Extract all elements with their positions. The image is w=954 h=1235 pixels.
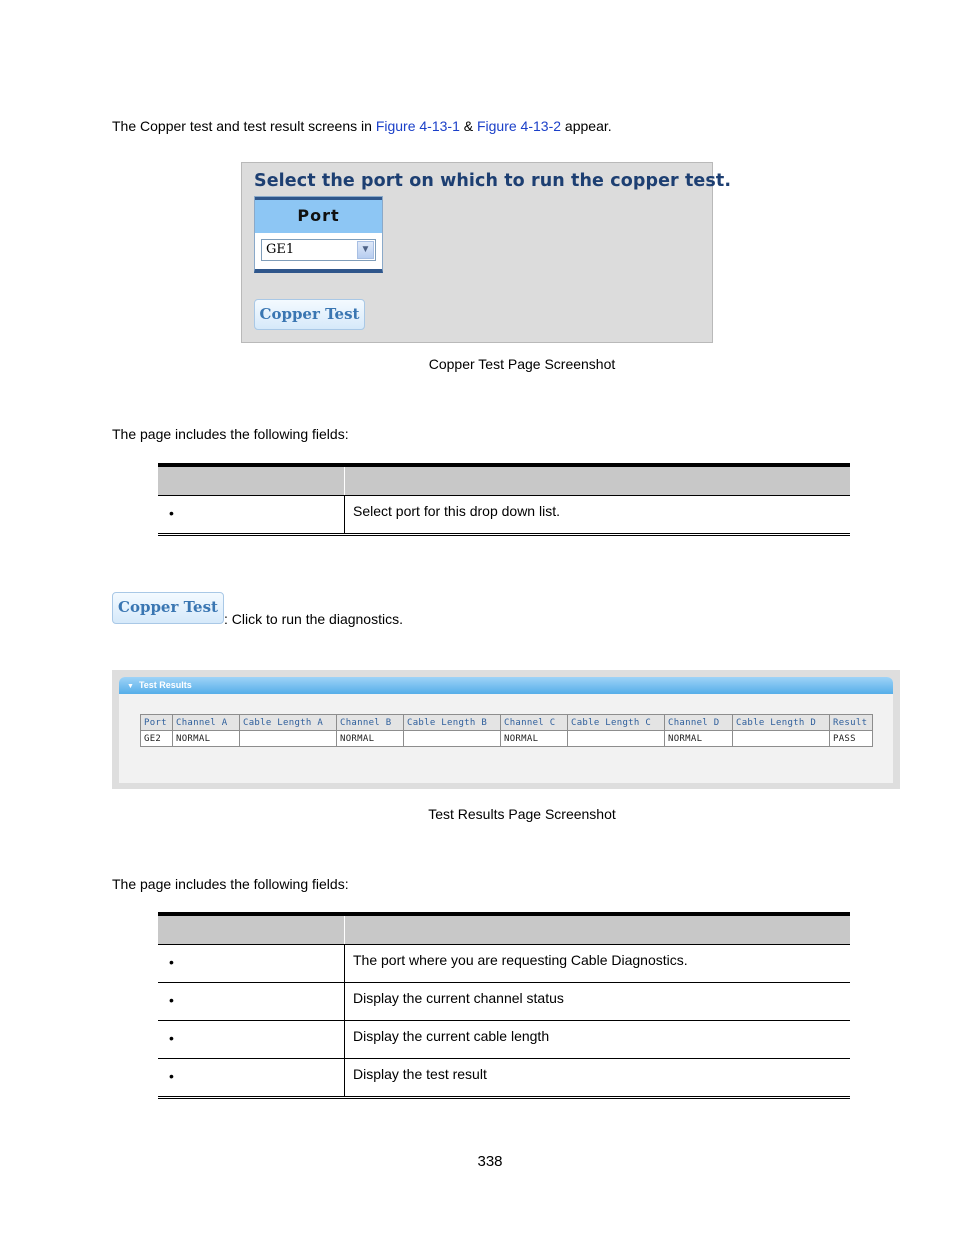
- header-result: Result: [830, 715, 873, 731]
- field-description: Display the test result: [353, 1066, 487, 1082]
- intro-paragraph: [112, 117, 612, 135]
- test-results-panel: [119, 677, 893, 783]
- port-box: [254, 196, 383, 273]
- copper-test-button-example[interactable]: Copper Test: [112, 592, 224, 624]
- intro-prefix: The Copper test and test result screens in: [112, 118, 376, 134]
- copper-test-title: Select the port on which to run the copper test.: [254, 171, 732, 191]
- triangle-down-icon: ▼: [127, 683, 134, 690]
- intro-amp: &: [459, 118, 477, 134]
- header-cable-length-a: Cable Length A: [240, 715, 337, 731]
- field-description: The port where you are requesting Cable Diagnostics.: [353, 952, 688, 968]
- test-results-table: [140, 714, 873, 747]
- intro-suffix: appear.: [561, 118, 612, 134]
- header-channel-d: Channel D: [665, 715, 733, 731]
- bullet-icon: •: [169, 1030, 174, 1046]
- bullet-icon: •: [169, 505, 174, 521]
- header-port: Port: [141, 715, 173, 731]
- port-header: Port: [255, 197, 382, 233]
- copper-test-note: : Click to run the diagnostics.: [224, 611, 403, 627]
- test-results-header[interactable]: [119, 677, 893, 694]
- field-description: Display the current channel status: [353, 990, 564, 1006]
- field-description: Display the current cable length: [353, 1028, 550, 1044]
- bullet-icon: •: [169, 1068, 174, 1084]
- table-row: [158, 944, 850, 982]
- table-header: [158, 915, 850, 944]
- header-channel-c: Channel C: [501, 715, 568, 731]
- port-select[interactable]: [261, 239, 376, 261]
- cell-channel-c: NORMAL: [501, 731, 568, 747]
- cell-port: GE2: [141, 731, 173, 747]
- table-row: [158, 1020, 850, 1058]
- cell-cable-length-b: [404, 731, 501, 747]
- cell-cable-length-d: [733, 731, 830, 747]
- cell-cable-length-c: [568, 731, 665, 747]
- test-results-title: Test Results: [138, 680, 192, 690]
- header-cable-length-c: Cable Length C: [568, 715, 665, 731]
- page-number: 338: [477, 1153, 503, 1170]
- fields-intro-2: The page includes the following fields:: [112, 876, 349, 892]
- fields-table-2: [158, 912, 850, 1099]
- port-select-value: GE1: [266, 242, 295, 257]
- figure-link-1[interactable]: Figure 4-13-1: [375, 118, 460, 134]
- cell-channel-d: NORMAL: [665, 731, 733, 747]
- cell-channel-b: NORMAL: [337, 731, 404, 747]
- table-row: [158, 982, 850, 1020]
- table-row: [158, 495, 850, 533]
- test-results-screenshot: [112, 670, 900, 789]
- header-channel-b: Channel B: [337, 715, 404, 731]
- table-row: [158, 1058, 850, 1096]
- field-description: Select port for this drop down list.: [353, 503, 560, 519]
- cell-cable-length-a: [240, 731, 337, 747]
- fields-intro-1: The page includes the following fields:: [112, 426, 349, 442]
- bullet-icon: •: [169, 954, 174, 970]
- cell-result: PASS: [830, 731, 873, 747]
- header-cable-length-b: Cable Length B: [404, 715, 501, 731]
- figure-link-2[interactable]: Figure 4-13-2: [476, 118, 562, 134]
- bullet-icon: •: [169, 992, 174, 1008]
- cell-channel-a: NORMAL: [173, 731, 240, 747]
- header-cable-length-d: Cable Length D: [733, 715, 830, 731]
- figure-caption-2: Test Results Page Screenshot: [428, 806, 616, 822]
- copper-test-button[interactable]: Copper Test: [254, 299, 365, 330]
- table-row: [141, 731, 873, 747]
- table-header-row: [141, 715, 873, 731]
- table-header: [158, 466, 850, 495]
- header-channel-a: Channel A: [173, 715, 240, 731]
- copper-test-screenshot: [241, 162, 732, 343]
- fields-table-1: [158, 463, 850, 536]
- figure-caption-1: Copper Test Page Screenshot: [428, 356, 616, 372]
- chevron-down-icon[interactable]: ▼: [357, 241, 374, 259]
